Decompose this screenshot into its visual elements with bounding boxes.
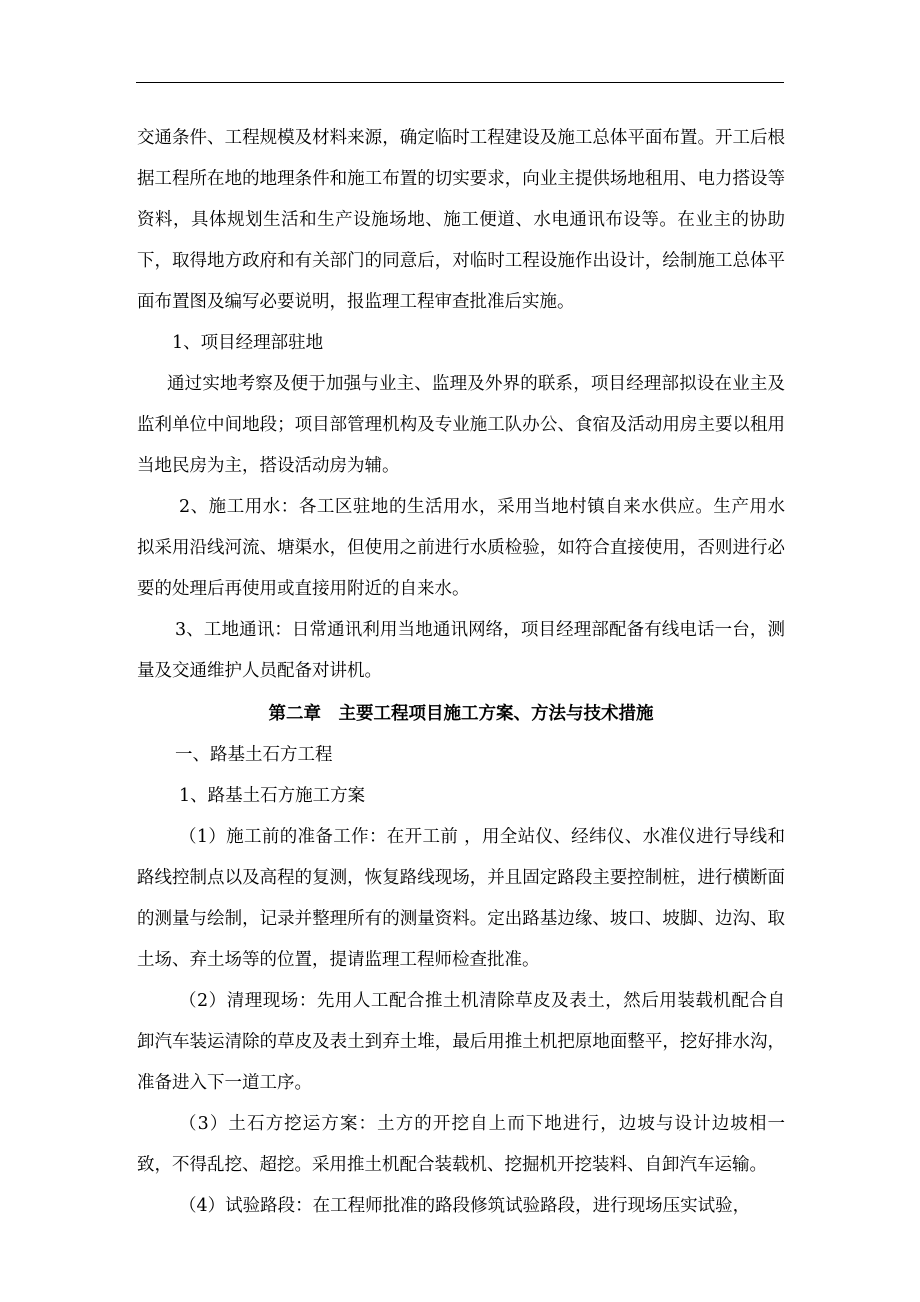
document-body <box>137 118 785 1227</box>
item-1-body: 通过实地考察及便于加强与业主、监理及外界的联系，项目经理部拟设在业主及监利单位中间地段；项目部管理机构及专业施工队办公、食宿及活动用房主要以租用当地民房为主，搭设活动房为辅。 <box>137 374 785 476</box>
section-1-heading: 一、路基土石方工程 <box>175 745 333 765</box>
header-rule <box>136 82 784 83</box>
step-1-preparation: （1）施工前的准备工作：在开工前 ，用全站仪、经纬仪、水准仪进行导线和路线控制点以及高程的复测，恢复路线现场，并且固定路段主要控制桩，进行横断面的测量与绘制，记录并整理所有的测量资料。定出路基边缘、坡口、坡脚、边沟、取土场、弃土场等的位置，提请监理工程师检查批准。 <box>137 827 785 970</box>
step-4-trial-section: （4）试验路段：在工程师批准的路段修筑试验路段，进行现场压实试验， <box>179 1196 751 1216</box>
step-3-earthwork: （3）土石方挖运方案：土方的开挖自上而下地进行，边坡与设计边坡相一致，不得乱挖、超挖。采用推土机配合装载机、挖掘机开挖装料、自卸汽车运输。 <box>137 1114 785 1175</box>
chapter-heading: 第二章 主要工程项目施工方案、方法与技术措施 <box>268 704 654 724</box>
item-2-water: 2、施工用水：各工区驻地的生活用水，采用当地村镇自来水供应。生产用水拟采用沿线河流、塘渠水，但使用之前进行水质检验，如符合直接使用，否则进行必要的处理后再使用或直接用附近的自来水。 <box>137 497 785 599</box>
step-2-site-clearing: （2）清理现场：先用人工配合推土机清除草皮及表土，然后用装载机配合自卸汽车装运清除的草皮及表土到弃土堆，最后用推土机把原地面整平，挖好排水沟，准备进入下一道工序。 <box>137 991 785 1093</box>
item-3-communication: 3、工地通讯：日常通讯利用当地通讯网络，项目经理部配备有线电话一台，测量及交通维护人员配备对讲机。 <box>137 620 785 681</box>
paragraph-intro: 交通条件、工程规模及材料来源，确定临时工程建设及施工总体平面布置。开工后根据工程所在地的地理条件和施工布置的切实要求，向业主提供场地租用、电力搭设等资料，具体规划生活和生产设施场地、施工便道、水电通讯布设等。在业主的协助下，取得地方政府和有关部门的同意后，对临时工程设施作出设计，绘制施工总体平面布置图及编写必要说明，报监理工程审查批准后实施。 <box>137 128 785 312</box>
item-1-title: 1、项目经理部驻地 <box>172 333 324 353</box>
section-1-1-heading: 1、路基土石方施工方案 <box>179 786 366 806</box>
